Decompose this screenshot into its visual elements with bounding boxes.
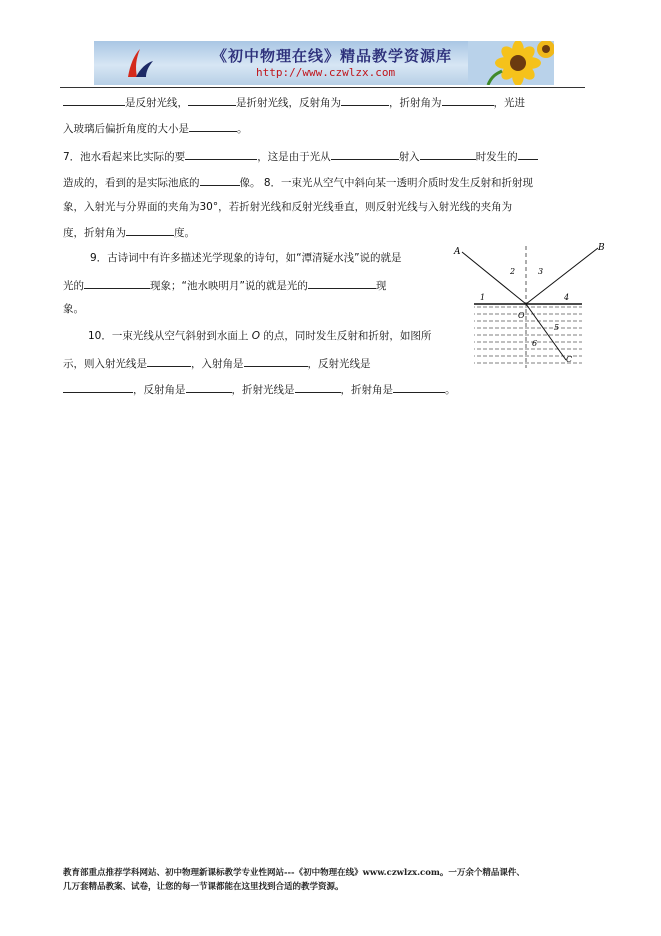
answer-blank[interactable] xyxy=(188,94,236,106)
answer-blank[interactable] xyxy=(308,277,376,289)
answer-blank[interactable] xyxy=(200,174,240,186)
label-c: C xyxy=(566,355,573,364)
answer-blank[interactable] xyxy=(518,148,538,160)
answer-blank[interactable] xyxy=(295,381,341,393)
header-rule xyxy=(60,87,585,88)
answer-blank[interactable] xyxy=(189,120,237,132)
label-3: 3 xyxy=(538,267,544,276)
footer-line-2: 几万套精品教案、试卷，让您的每一节课都能在这里找到合适的教学资源。 xyxy=(63,882,344,892)
question-9-cont: 象。 xyxy=(63,303,84,315)
ray-ao xyxy=(462,252,526,304)
header-banner xyxy=(94,41,554,85)
question-7-cont: 造成的，看到的是实际池底的 像。 8．一束光从空气中斜向某一透明介质时发生反射和折射现 xyxy=(63,174,533,190)
answer-blank[interactable] xyxy=(420,148,476,160)
question-7: 7．池水看起来比实际的要 ，这是由于光从 射入 时发生的 xyxy=(63,148,538,164)
footer-line-1: 教育部重点推荐学科网站、初中物理新课标教学专业性网站---《初中物理在线》www.czwlzx.com。一万余个精品课件、 xyxy=(63,868,525,878)
label-b: B xyxy=(598,243,605,253)
sunflower-icon xyxy=(468,41,554,85)
label-4: 4 xyxy=(564,293,570,302)
answer-blank[interactable] xyxy=(393,381,445,393)
ray-ob xyxy=(526,248,598,304)
answer-blank[interactable] xyxy=(185,148,257,160)
answer-blank[interactable] xyxy=(244,355,308,367)
question-8-cont: 象，入射光与分界面的夹角为30°，若折射光线和反射光线垂直，则反射光线与入射光线的夹角为 xyxy=(63,201,513,213)
banner-title: 《初中物理在线》精品教学资源库 xyxy=(212,47,453,65)
label-2: 2 xyxy=(510,267,516,276)
text-line: 入玻璃后偏折角度的大小是 。 xyxy=(63,120,248,136)
question-9-cont: 光的 现象；“池水映明月”说的就是光的 现 xyxy=(63,277,386,293)
text-line: 是反射光线， 是折射光线，反射角为 ，折射角为 ，光进 xyxy=(63,94,525,110)
question-10-cont: 示，则入射光线是 ，入射角是 ，反射光线是 xyxy=(63,355,371,371)
question-10-cont: ，反射角是 ，折射光线是 ，折射角是 。 xyxy=(63,381,456,397)
question-10: 10．一束光线从空气斜射到水面上 O 的点，同时发生反射和折射，如图所 xyxy=(88,330,432,342)
label-5: 5 xyxy=(554,323,560,332)
refraction-diagram xyxy=(452,240,612,370)
answer-blank[interactable] xyxy=(63,94,125,106)
label-a: A xyxy=(454,247,461,257)
question-9: 9．古诗词中有许多描述光学现象的诗句，如“潭清疑水浅”说的就是 xyxy=(90,252,402,264)
label-1: 1 xyxy=(480,293,486,302)
answer-blank[interactable] xyxy=(186,381,232,393)
answer-blank[interactable] xyxy=(442,94,494,106)
label-o: O xyxy=(518,311,525,320)
question-8-cont: 度，折射角为 度。 xyxy=(63,224,195,240)
answer-blank[interactable] xyxy=(331,148,399,160)
logo-icon xyxy=(122,47,154,81)
answer-blank[interactable] xyxy=(63,381,133,393)
label-6: 6 xyxy=(532,339,538,348)
answer-blank[interactable] xyxy=(147,355,191,367)
banner-url[interactable]: http://www.czwlzx.com xyxy=(256,66,396,79)
answer-blank[interactable] xyxy=(341,94,389,106)
question-8: 8．一束光从空气中斜向某一透明介质时发生反射和折射现 xyxy=(263,177,534,189)
answer-blank[interactable] xyxy=(126,224,174,236)
answer-blank[interactable] xyxy=(84,277,150,289)
